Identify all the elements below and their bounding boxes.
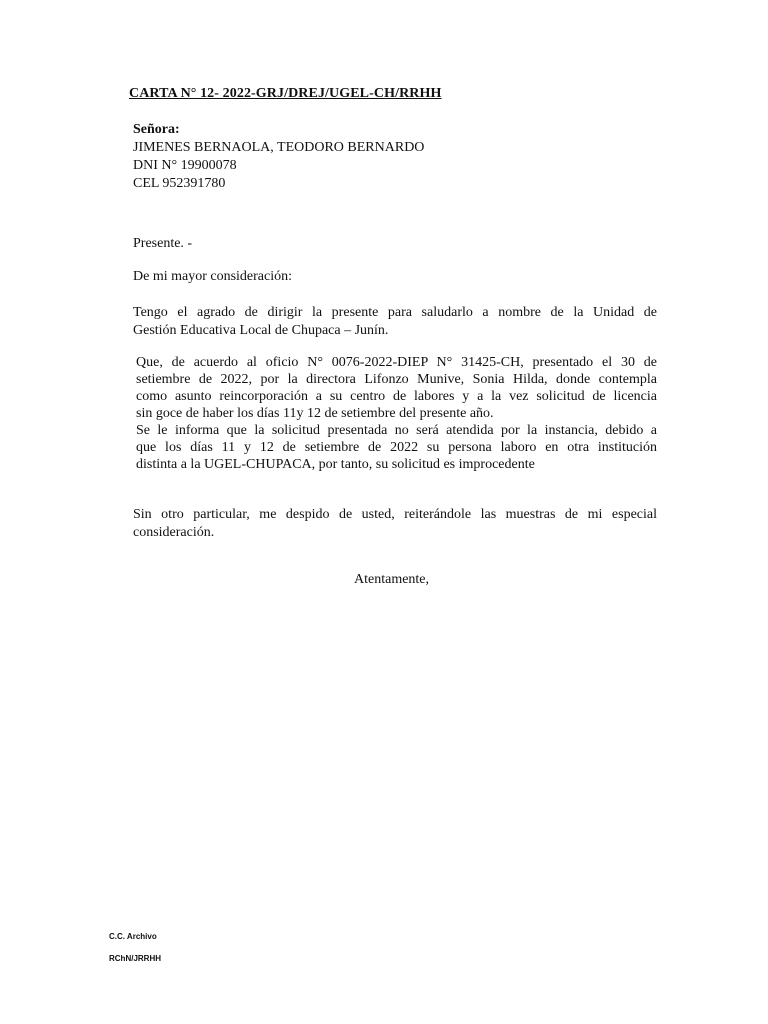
paragraph-line: Que, de acuerdo al oficio N° 0076-2022-DIEP N° 31425-CH, presentado el 30 de (136, 355, 657, 370)
recipient-phone: CEL 952391780 (133, 176, 226, 191)
paragraph-line: Gestión Educativa Local de Chupaca – Junín. (133, 323, 389, 338)
presente-line: Presente. - (133, 236, 193, 251)
paragraph-line: distinta a la UGEL-CHUPACA, por tanto, su solicitud es improcedente (136, 457, 535, 472)
paragraph-line: setiembre de 2022, por la directora Lifonzo Munive, Sonia Hilda, donde contempla (136, 372, 657, 387)
closing-line: Atentamente, (354, 572, 430, 587)
paragraph-line: sin goce de haber los días 11y 12 de setiembre del presente año. (136, 406, 494, 421)
paragraph-farewell (133, 506, 657, 542)
recipient-block (133, 121, 424, 193)
letter-reference: CARTA N° 12- 2022-GRJ/DREJ/UGEL-CH/RRHH (129, 86, 442, 101)
paragraph-line: consideración. (133, 525, 215, 540)
paragraph-line: Se le informa que la solicitud presentada no será atendida por la instancia, debido a (136, 423, 657, 438)
paragraph-line: como asunto reincorporación a su centro de labores y a la vez solicitud de licencia (136, 389, 657, 404)
recipient-dni: DNI N° 19900078 (133, 158, 237, 173)
recipient-salutation: Señora: (133, 122, 180, 137)
paragraph-line: que los días 11 y 12 de setiembre de 2022 su persona laboro en otra institución (136, 440, 657, 455)
recipient-name: JIMENES BERNAOLA, TEODORO BERNARDO (133, 140, 425, 155)
paragraph-line: Sin otro particular, me despido de usted, reiterándole las muestras de mi especial (133, 507, 657, 522)
paragraph-line: Tengo el agrado de dirigir la presente para saludarlo a nombre de la Unidad de (133, 305, 657, 320)
paragraph-body (136, 354, 657, 473)
paragraph-intro (133, 304, 657, 340)
footer-initials: RChN/JRRHH (109, 954, 161, 963)
footer-cc: C.C. Archivo (109, 932, 157, 941)
greeting-line: De mi mayor consideración: (133, 269, 293, 284)
